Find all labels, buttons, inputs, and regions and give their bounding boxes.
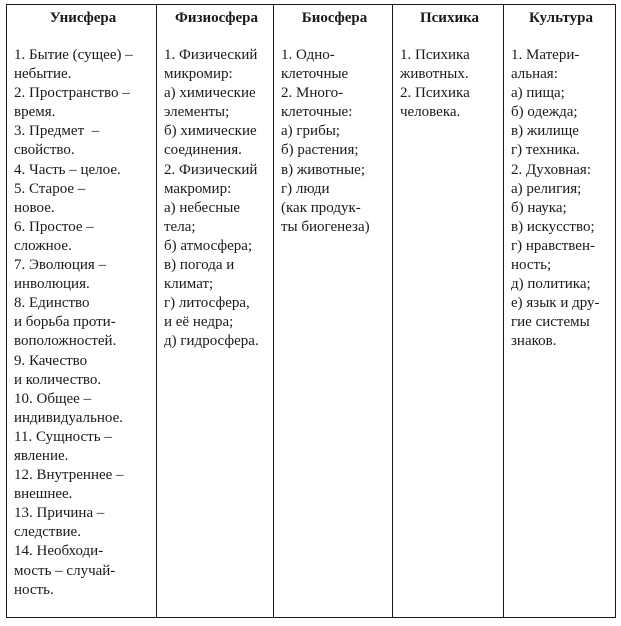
cell-line: б) атмосфера; bbox=[164, 237, 253, 254]
cell-line: 7. Эволюция – bbox=[14, 257, 107, 274]
cell-line: в) животные; bbox=[281, 161, 365, 178]
cell-line: климат; bbox=[164, 276, 214, 293]
cell-line: микромир: bbox=[164, 66, 233, 83]
cell-line: ность; bbox=[511, 257, 552, 274]
column-psyche bbox=[393, 5, 504, 617]
cell-line: гие системы bbox=[511, 314, 590, 331]
cell-line: следствие. bbox=[14, 524, 81, 541]
cell-line: б) одежда; bbox=[511, 104, 578, 121]
cell-line: и борьба проти- bbox=[14, 314, 116, 331]
cell-line: ты биогенеза) bbox=[281, 218, 370, 235]
cell-line: а) религия; bbox=[511, 180, 582, 197]
cell-line: а) небесные bbox=[164, 199, 240, 216]
cell-line: а) пища; bbox=[511, 85, 565, 102]
cell-line: время. bbox=[14, 104, 56, 121]
cell-line: 2. Пространство – bbox=[14, 85, 130, 102]
cell-line: д) гидросфера. bbox=[164, 333, 259, 350]
cell-line: д) политика; bbox=[511, 276, 591, 293]
cell-line: новое. bbox=[14, 199, 55, 216]
cell-line: 3. Предмет – bbox=[14, 123, 100, 140]
cell-line: внешнее. bbox=[14, 486, 73, 503]
cell-line: 9. Качество bbox=[14, 352, 88, 369]
cell-line: 1. Матери- bbox=[511, 47, 580, 63]
cell-line: 12. Внутреннее – bbox=[14, 467, 124, 484]
cell-line: тела; bbox=[164, 218, 196, 235]
cell-line: инволюция. bbox=[14, 276, 90, 293]
cell-line: в) погода и bbox=[164, 257, 235, 274]
cell-line: 1. Психика bbox=[400, 47, 470, 63]
spheres-table bbox=[6, 4, 616, 618]
cell-line: знаков. bbox=[511, 333, 557, 350]
cell-line: г) литосфера, bbox=[164, 295, 250, 312]
cell-line: 4. Часть – целое. bbox=[14, 161, 121, 178]
cell-line: 5. Старое – bbox=[14, 180, 86, 197]
cell-line: г) люди bbox=[281, 180, 330, 197]
cell-line: клеточные bbox=[281, 66, 349, 83]
column-body bbox=[400, 46, 499, 122]
cell-line: макромир: bbox=[164, 180, 232, 197]
cell-line: индивидуальное. bbox=[14, 409, 123, 426]
cell-line: 1. Одно- bbox=[281, 47, 335, 63]
cell-line: 1. Бытие (сущее) – bbox=[14, 47, 133, 63]
cell-line: 8. Единство bbox=[14, 295, 90, 312]
cell-line: 2. Физический bbox=[164, 161, 258, 178]
cell-line: человека. bbox=[400, 104, 461, 121]
cell-line: г) техника. bbox=[511, 142, 580, 159]
cell-line: б) растения; bbox=[281, 142, 359, 159]
cell-line: элементы; bbox=[164, 104, 230, 121]
column-biosphere bbox=[274, 5, 393, 617]
cell-line: б) наука; bbox=[511, 199, 567, 216]
cell-line: б) химические bbox=[164, 123, 257, 140]
cell-line: 13. Причина – bbox=[14, 505, 105, 522]
column-body bbox=[14, 46, 152, 600]
column-header: Унисфера bbox=[49, 10, 117, 26]
column-header: Биосфера bbox=[301, 10, 368, 26]
column-body bbox=[281, 46, 388, 237]
cell-line: мость – случай- bbox=[14, 562, 116, 579]
column-header: Культура bbox=[529, 10, 593, 26]
cell-line: е) язык и дру- bbox=[511, 295, 600, 312]
cell-line: 6. Простое – bbox=[14, 218, 94, 235]
column-body bbox=[511, 46, 611, 352]
cell-line: клеточные: bbox=[281, 104, 353, 121]
cell-line: а) химические bbox=[164, 85, 256, 102]
cell-line: животных. bbox=[400, 66, 469, 83]
column-unisphere bbox=[7, 5, 157, 617]
column-culture bbox=[504, 5, 615, 617]
cell-line: 2. Много- bbox=[281, 85, 344, 102]
cell-line: 11. Сущность – bbox=[14, 428, 112, 445]
cell-line: соединения. bbox=[164, 142, 242, 159]
cell-line: воположностей. bbox=[14, 333, 117, 350]
cell-line: 2. Психика bbox=[400, 85, 470, 102]
cell-line: альная: bbox=[511, 66, 558, 83]
cell-line: небытие. bbox=[14, 66, 72, 83]
column-physiosphere bbox=[157, 5, 274, 617]
cell-line: в) искусство; bbox=[511, 218, 595, 235]
cell-line: а) грибы; bbox=[281, 123, 340, 140]
cell-line: 14. Необходи- bbox=[14, 543, 104, 560]
column-header: Физиосфера bbox=[174, 10, 259, 26]
cell-line: и количество. bbox=[14, 371, 102, 388]
cell-line: сложное. bbox=[14, 237, 72, 254]
cell-line: 1. Физический bbox=[164, 47, 258, 63]
cell-line: 10. Общее – bbox=[14, 390, 92, 407]
cell-line: 2. Духовная: bbox=[511, 161, 591, 178]
column-header: Психика bbox=[419, 10, 480, 26]
cell-line: г) нравствен- bbox=[511, 237, 595, 254]
cell-line: свойство. bbox=[14, 142, 75, 159]
cell-line: (как продук- bbox=[281, 199, 361, 216]
cell-line: явление. bbox=[14, 447, 69, 464]
cell-line: ность. bbox=[14, 581, 54, 598]
column-body bbox=[164, 46, 269, 352]
cell-line: и её недра; bbox=[164, 314, 234, 331]
cell-line: в) жилище bbox=[511, 123, 579, 140]
